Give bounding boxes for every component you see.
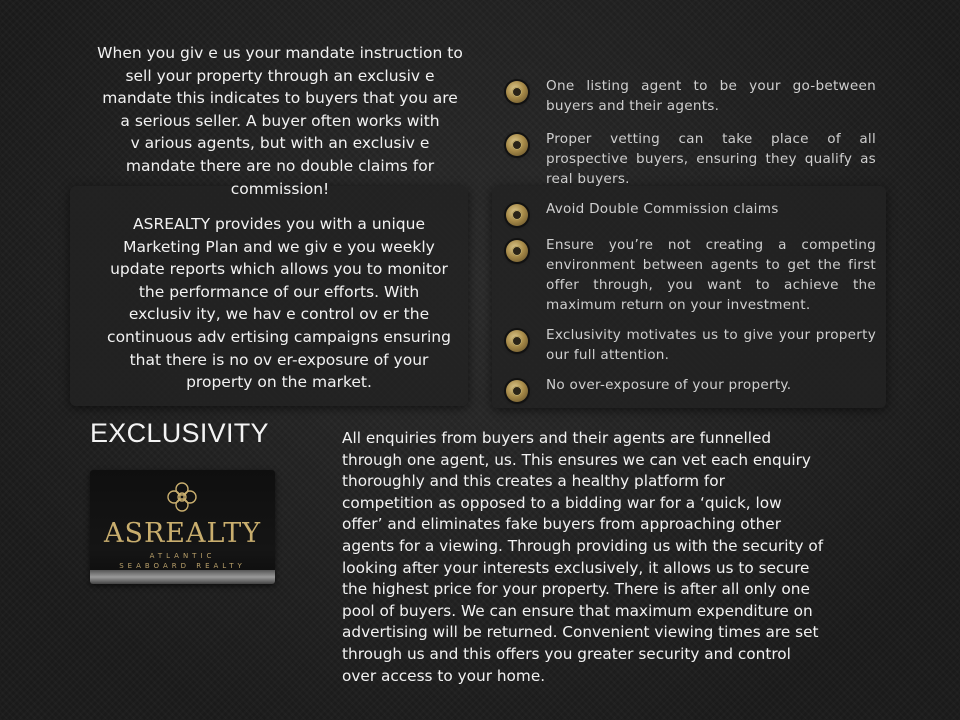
intro-line: v arious agents, but with an exclusiv e [130,134,430,153]
asrealty-logo [90,470,275,584]
gold-emblem-bullet-icon [506,240,528,262]
marketing-line: update reports which allows you to monitor [110,260,448,279]
body-line: looking after your interests exclusively, it allows us to secure [342,558,810,577]
benefit-item [503,235,883,315]
logo-subtitle-line-2: SEABOARD REALTY [119,562,246,570]
marketing-line: the performance of our efforts. With [138,282,420,301]
body-line: pool of buyers. We can ensure that maximum expenditure on [342,601,813,620]
intro-line: mandate there are no double claims for [125,156,435,175]
body-line: offer’ and eliminates fake buyers from approaching other [342,515,781,534]
marketing-line: property on the market. [186,373,372,392]
benefit-item [503,375,883,402]
marketing-line: continuous adv ertising campaigns ensuring [107,327,451,346]
body-line: through one agent, us. This ensures we can vet each enquiry [342,450,811,469]
page-title: EXCLUSIVITY [90,418,269,448]
gold-emblem-bullet-icon [506,134,528,156]
body-line: competition as opposed to a bidding war for a ‘quick, low [342,493,782,512]
benefit-text: One listing agent to be your go-between buyers and their agents. [546,78,876,114]
intro-line: a serious seller. A buyer often works with [120,111,440,130]
body-paragraph [342,428,900,687]
benefit-text: Avoid Double Commission claims [546,201,779,217]
benefit-text: No over-exposure of your property. [546,377,792,393]
intro-line: When you giv e us your mandate instruction to [97,44,463,62]
gold-emblem-bullet-icon [506,81,528,103]
body-line: All enquiries from buyers and their agents are funnelled [342,429,772,447]
benefit-text: Proper vetting can take place of all prospective buyers, ensuring they qualify as real buyers. [546,131,876,187]
body-line: agents for a viewing. Through providing us with the security of [342,536,824,555]
intro-line: mandate this indicates to buyers that you are [102,89,458,108]
gold-emblem-bullet-icon [506,380,528,402]
knot-emblem-icon [165,480,199,514]
body-line: over access to your home. [342,666,546,685]
logo-silver-stripe [90,570,275,584]
benefit-text: Exclusivity motivates us to give your property our full attention. [546,327,876,363]
logo-subtitle-line-1: ATLANTIC [149,552,216,560]
body-line: through us and this offers you greater security and control [342,644,791,663]
benefit-item [503,325,883,365]
benefit-text: Ensure you’re not creating a competing environment between agents to get the first offer through, you want to achieve the maximum return on your investment. [546,237,876,313]
intro-paragraph [70,42,490,200]
benefit-item [503,76,883,116]
marketing-line: Marketing Plan and we giv e you weekly [123,237,435,256]
intro-line: commission! [230,179,330,198]
gold-emblem-bullet-icon [506,204,528,226]
body-line: the highest price for your property. There is after all only one [342,580,810,599]
marketing-line: that there is no ov er-exposure of your [129,350,429,369]
intro-line: sell your property through an exclusiv e [125,66,435,85]
body-line: thoroughly and this creates a healthy platform for [342,472,725,491]
benefit-item [503,199,883,226]
marketing-line: exclusiv ity, we hav e control ov er the [128,305,430,324]
marketing-line: ASREALTY provides you with a unique [133,215,425,233]
logo-wordmark: ASREALTY [103,518,262,549]
marketing-paragraph [78,213,480,394]
gold-emblem-bullet-icon [506,330,528,352]
body-line: advertising will be returned. Convenient viewing times are set [342,623,819,642]
benefits-list [503,76,883,402]
benefit-item [503,129,883,189]
